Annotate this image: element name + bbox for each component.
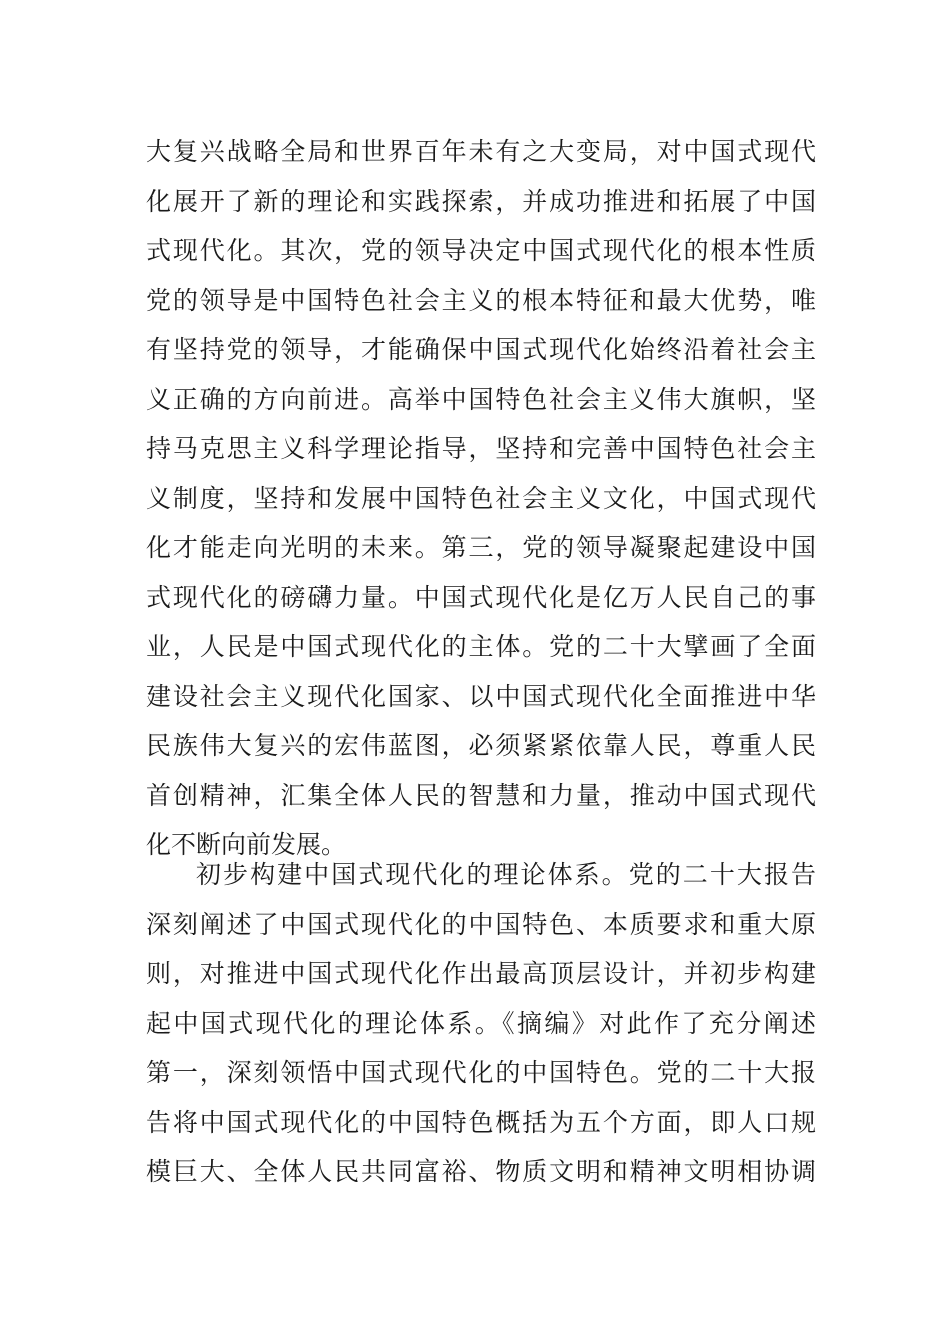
paragraph-1 bbox=[146, 127, 816, 870]
text-line: 化不断向前发展。 bbox=[146, 830, 347, 859]
text-line: 有坚持党的领导，才能确保中国式现代化始终沿着社会主 bbox=[146, 335, 816, 364]
text-line: 民族伟大复兴的宏伟蓝图，必须紧紧依靠人民，尊重人民 bbox=[146, 731, 816, 760]
text-line: 深刻阐述了中国式现代化的中国特色、本质要求和重大原 bbox=[146, 909, 816, 939]
text-line: 党的领导是中国特色社会主义的根本特征和最大优势，唯 bbox=[146, 285, 816, 315]
paragraph-2 bbox=[146, 850, 816, 1197]
text-line: 起中国式现代化的理论体系。《摘编》对此作了充分阐述 bbox=[146, 1008, 816, 1038]
text-line: 大复兴战略全局和世界百年未有之大变局，对中国式现代 bbox=[146, 137, 816, 166]
text-line: 建设社会主义现代化国家、以中国式现代化全面推进中华 bbox=[146, 681, 816, 711]
text-line: 首创精神，汇集全体人民的智慧和力量，推动中国式现代 bbox=[146, 780, 816, 810]
text-line: 化才能走向光明的未来。第三，党的领导凝聚起建设中国 bbox=[146, 533, 816, 562]
text-line: 式现代化。其次，党的领导决定中国式现代化的根本性质 bbox=[146, 236, 816, 265]
text-line: 式现代化的磅礴力量。中国式现代化是亿万人民自己的事 bbox=[146, 582, 816, 612]
text-line: 持马克思主义科学理论指导，坚持和完善中国特色社会主 bbox=[146, 434, 816, 463]
text-line: 初步构建中国式现代化的理论体系。党的二十大报告 bbox=[196, 860, 816, 889]
text-line: 则，对推进中国式现代化作出最高顶层设计，并初步构建 bbox=[146, 959, 816, 988]
text-line: 第一，深刻领悟中国式现代化的中国特色。党的二十大报 bbox=[146, 1058, 816, 1087]
text-line: 业，人民是中国式现代化的主体。党的二十大擘画了全面 bbox=[146, 632, 816, 661]
text-line: 告将中国式现代化的中国特色概括为五个方面，即人口规 bbox=[146, 1107, 816, 1137]
text-line: 化展开了新的理论和实践探索，并成功推进和拓展了中国 bbox=[146, 186, 816, 216]
text-line: 模巨大、全体人民共同富裕、物质文明和精神文明相协调 bbox=[146, 1157, 816, 1186]
text-line: 义正确的方向前进。高举中国特色社会主义伟大旗帜，坚 bbox=[146, 384, 816, 414]
text-line: 义制度，坚持和发展中国特色社会主义文化，中国式现代 bbox=[146, 483, 816, 513]
